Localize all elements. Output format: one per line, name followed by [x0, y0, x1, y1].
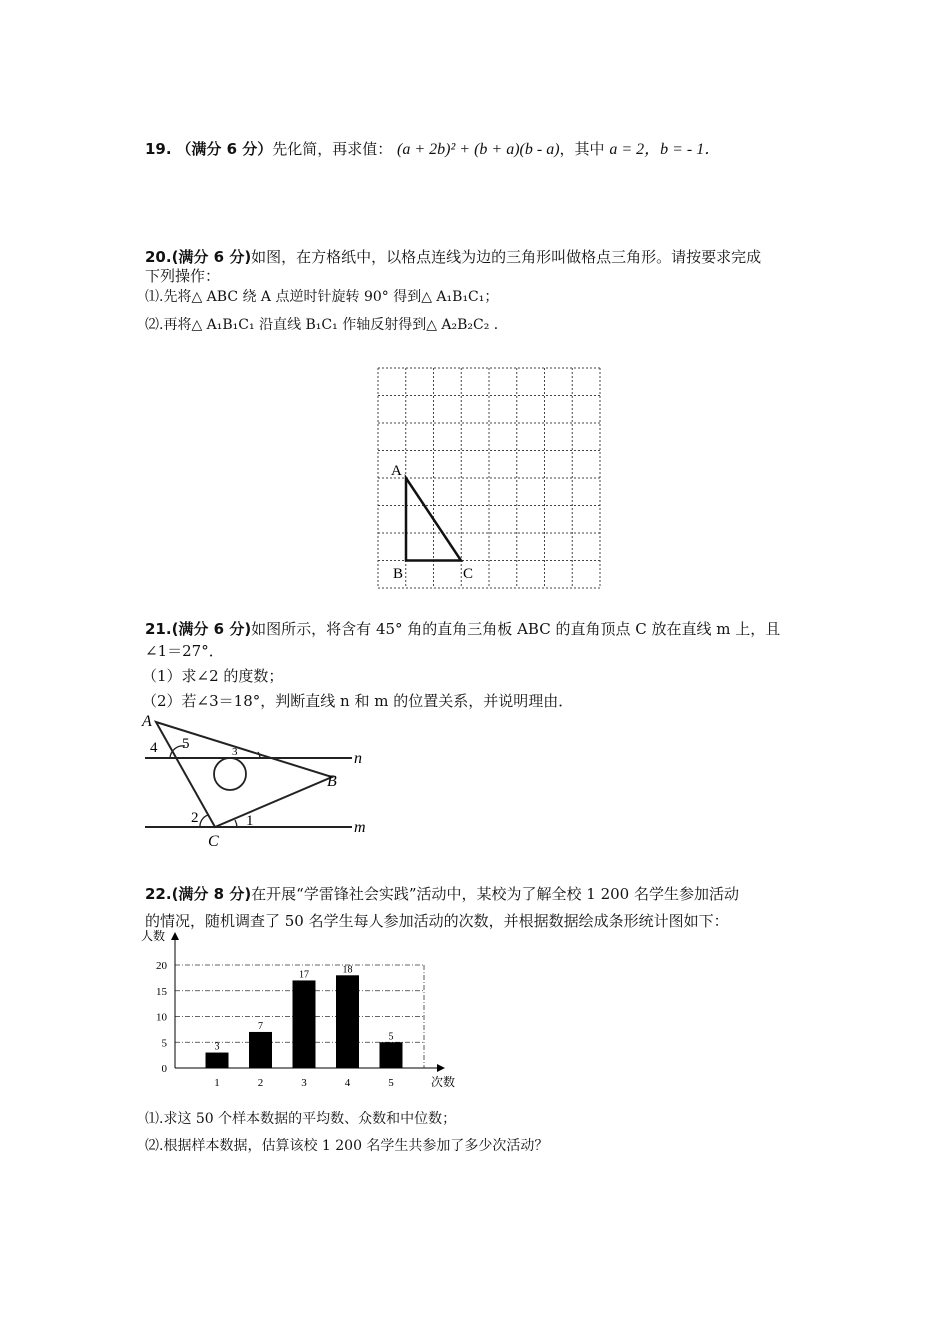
label-b: B [393, 566, 404, 582]
label-a: A [391, 463, 402, 479]
bar-value-label: 7 [258, 1020, 263, 1032]
bar-value-label: 5 [388, 1031, 394, 1043]
label-m: m [354, 819, 366, 836]
label-angle-5: 5 [182, 736, 190, 752]
label-b: B [327, 773, 337, 790]
q22-text1: 在开展“学雷锋社会实践”活动中，某校为了解全校 1 200 名学生参加活动 [251, 885, 739, 903]
q21-line1 [145, 618, 780, 640]
q19-number: 19. [145, 140, 172, 158]
q19-score: （满分 6 分） [176, 140, 273, 158]
q22-item2: ⑵.根据样本数据，估算该校 1 200 名学生共参加了多少次活动？ [145, 1138, 549, 1154]
y-tick-label: 5 [161, 1037, 167, 1050]
q21-item2: （2）若∠3＝18°，判断直线 n 和 m 的位置关系，并说明理由． [142, 692, 574, 710]
q21-text1: 如图所示，将含有 45° 角的直角三角板 ABC 的直角顶点 C 放在直线 m 上，且 [251, 620, 781, 638]
y-axis-label: 人数 [141, 929, 166, 943]
bar-chart [135, 928, 475, 1093]
q20-score: (满分 6 分) [171, 248, 252, 266]
bar [249, 1032, 272, 1068]
x-axis-label: 次数 [431, 1075, 456, 1089]
q19-text: 先化简，再求值： [272, 140, 393, 158]
label-angle-2: 2 [191, 810, 199, 826]
x-axis-arrow [437, 1064, 445, 1072]
q19-text2: ，其中 [559, 140, 605, 158]
q21-item1: （1）求∠2 的度数； [142, 667, 284, 685]
label-angle-1: 1 [246, 813, 254, 829]
label-c: C [208, 833, 219, 850]
q19-expression: (a + 2b)² + (b + a)(b - a) [397, 141, 560, 158]
x-tick-label: 3 [301, 1077, 307, 1089]
y-tick-label: 0 [161, 1063, 167, 1075]
label-n: n [354, 750, 362, 767]
q20-item2: ⑵.再将△ A₁B₁C₁ 沿直线 B₁C₁ 作轴反射得到△ A₂B₂C₂ ． [145, 317, 508, 333]
x-tick-label: 1 [214, 1077, 220, 1089]
angle-2-arc [200, 815, 208, 827]
x-tick-label: 4 [344, 1077, 351, 1089]
x-tick-label: 2 [257, 1077, 264, 1089]
label-angle-3: 3 [232, 746, 238, 758]
y-tick-label: 15 [156, 985, 167, 998]
bar [293, 980, 316, 1068]
q20-line1 [145, 246, 761, 268]
x-tick-label: 5 [388, 1077, 394, 1089]
bar [380, 1042, 403, 1068]
label-c: C [463, 566, 474, 582]
label-angle-4: 4 [150, 740, 158, 756]
q22-item1: ⑴.求这 50 个样本数据的平均数、众数和中位数； [145, 1111, 457, 1127]
q22-line1 [145, 883, 739, 905]
q21-number: 21. [145, 620, 172, 638]
q19-condition: a = 2，b = - 1． [609, 141, 721, 158]
y-tick-label: 10 [156, 1011, 167, 1024]
bar-value-label: 17 [299, 969, 309, 981]
bar-value-label: 3 [214, 1041, 220, 1053]
bar [206, 1053, 229, 1068]
bar [336, 975, 359, 1068]
label-a: A [142, 713, 152, 730]
hole [214, 758, 246, 790]
q21-line2: ∠1＝27°． [145, 642, 224, 660]
q21-triangle-figure [140, 710, 380, 855]
y-tick-label: 20 [156, 960, 167, 972]
angle-1-arc [235, 820, 237, 827]
q20-text1: 如图，在方格纸中，以格点连线为边的三角形叫做格点三角形。请按要求完成 [251, 248, 762, 266]
q20-number: 20. [145, 248, 172, 266]
grid [378, 368, 600, 588]
q22-score: (满分 8 分) [171, 885, 252, 903]
q20-line2: 下列操作： [145, 267, 221, 285]
q20-grid-figure [370, 362, 610, 594]
bar-value-label: 18 [342, 964, 353, 976]
q19-line [145, 138, 720, 161]
q20-item1: ⑴.先将△ ABC 绕 A 点逆时针旋转 90° 得到△ A₁B₁C₁； [145, 289, 499, 305]
q22-number: 22. [145, 885, 172, 903]
q22-line2: 的情况，随机调查了 50 名学生每人参加活动的次数，并根据数据绘成条形统计图如下： [145, 912, 729, 930]
q21-score: (满分 6 分) [171, 620, 252, 638]
y-axis-arrow [171, 932, 179, 940]
